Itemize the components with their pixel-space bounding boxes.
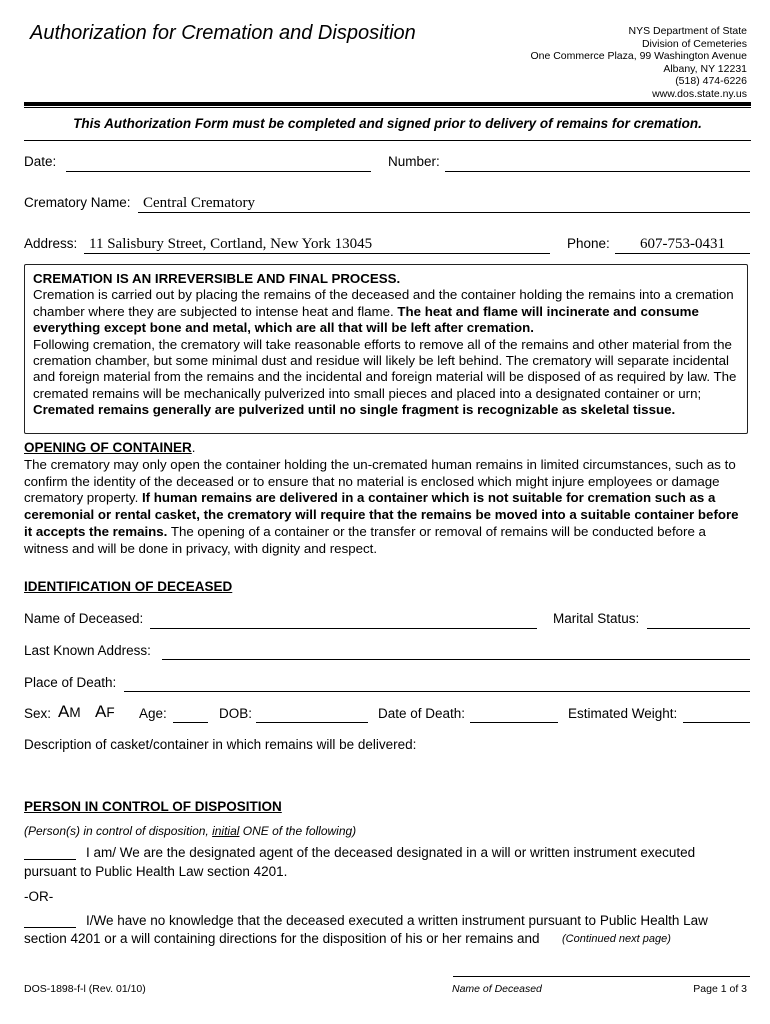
option1-initial-field[interactable] [24, 859, 76, 860]
disposition-sub-initial: initial [212, 824, 240, 838]
cremation-text-1-bold: The heat and flame will incinerate and consume everything except bone and metal, which are all that will be left after cremation. [33, 303, 699, 336]
deceased-name-label: Name of Deceased: [24, 611, 144, 626]
identification-heading: IDENTIFICATION OF DECEASED [24, 579, 233, 594]
marital-status-label: Marital Status: [553, 611, 640, 626]
age-label: Age: [139, 706, 167, 721]
number-field[interactable] [445, 171, 750, 172]
cremation-text-2: Following cremation, the crematory will take reasonable efforts to remove all of the remains and other material from the cremation chamber, but some minimal dust and residue will likely be left behind. The crematory will separate incidental and foreign material from the remains and the incidental and foreign material will be disposed of as required by law. The cremated remains will be mechanically pulverized into small pieces and placed into a designated container or urn; [33, 336, 737, 401]
opening-text-3: The opening of a container or the transfer or removal of remains will be conducted before a witness and will be done in privacy, with dignity and respect. [24, 523, 706, 556]
option2-text-line1: I/We have no knowledge that the deceased executed a written instrument pursuant to Public Health Law [86, 913, 708, 928]
sex-male-marker: A [58, 702, 70, 721]
header-divider-thick [24, 102, 751, 106]
last-address-field[interactable] [162, 659, 750, 660]
cremation-heading: CREMATION IS AN IRREVERSIBLE AND FINAL PROCESS. [33, 271, 401, 286]
sex-male-text: M [69, 705, 81, 720]
sex-female-marker: A [95, 702, 107, 721]
form-id: DOS-1898-f-l (Rev. 01/10) [24, 983, 146, 995]
agency-website: www.dos.state.ny.us [652, 87, 747, 100]
place-of-death-field[interactable] [124, 691, 750, 692]
page-number: Page 1 of 3 [693, 983, 747, 995]
option1-text-line1: I am/ We are the designated agent of the deceased designated in a will or written instrument executed [86, 845, 696, 860]
opening-section [24, 440, 749, 558]
deceased-name-field[interactable] [150, 628, 537, 629]
notice-text: This Authorization Form must be completed and signed prior to delivery of remains for cremation. [73, 116, 702, 131]
marital-status-field[interactable] [647, 628, 750, 629]
casket-description-label: Description of casket/container in which remains will be delivered: [24, 737, 417, 752]
address-label: Address: [24, 236, 78, 251]
phone-value[interactable]: 607-753-0431 [640, 236, 725, 252]
form-title: Authorization for Cremation and Disposition [30, 22, 416, 44]
dob-field[interactable] [256, 722, 368, 723]
estimated-weight-field[interactable] [683, 722, 750, 723]
crematory-name-field[interactable] [138, 212, 750, 213]
header-divider-thin [24, 107, 751, 108]
disposition-sub-post: ONE of the following) [239, 824, 357, 838]
date-label: Date: [24, 154, 57, 169]
cremation-text-2-bold: Cremated remains generally are pulverized until no single fragment is recognizable as skeletal tissue. [33, 402, 676, 418]
sex-female-text: F [106, 705, 115, 720]
crematory-name-value[interactable]: Central Crematory [143, 195, 256, 211]
estimated-weight-label: Estimated Weight: [568, 706, 678, 721]
continued-note: (Continued next page) [562, 933, 671, 945]
phone-field[interactable] [615, 253, 750, 254]
date-of-death-field[interactable] [470, 722, 558, 723]
age-field[interactable] [173, 722, 208, 723]
opening-heading: OPENING OF CONTAINER [24, 440, 192, 455]
address-value[interactable]: 11 Salisbury Street, Cortland, New York 13045 [89, 236, 373, 252]
footer-deceased-name-field[interactable] [453, 976, 750, 977]
notice-divider [24, 140, 751, 141]
place-of-death-label: Place of Death: [24, 675, 117, 690]
cremation-text-1: Cremation is carried out by placing the remains of the deceased and the container holding the remains into a cremation chamber where they are subjected to intense heat and flame. [33, 287, 734, 319]
opening-heading-suffix: . [191, 440, 196, 455]
opening-text-1: The crematory may only open the container holding the un-cremated human remains in limited circumstances, such as to confirm the identity of the deceased or to ensure that no material is enclosed which might injure employees or damage crematory property. [24, 456, 736, 506]
opening-body [24, 457, 749, 558]
address-field[interactable] [84, 253, 550, 254]
option1-text-line2: pursuant to Public Health Law section 4201. [24, 864, 288, 879]
agency-address-block [530, 25, 747, 100]
option2-initial-field[interactable] [24, 927, 76, 928]
date-field[interactable] [66, 171, 371, 172]
disposition-heading: PERSON IN CONTROL OF DISPOSITION [24, 799, 282, 814]
last-address-label: Last Known Address: [24, 643, 151, 658]
disposition-subheading [24, 824, 356, 838]
agency-division: Division of Cemeteries [641, 37, 747, 50]
crematory-name-label: Crematory Name: [24, 195, 131, 210]
agency-street: One Commerce Plaza, 99 Washington Avenue [530, 50, 747, 62]
agency-name: NYS Department of State [628, 25, 747, 37]
sex-label: Sex: [24, 706, 52, 721]
agency-city: Albany, NY 12231 [663, 62, 747, 75]
phone-label: Phone: [567, 236, 610, 251]
disposition-sub-pre: (Person(s) in control of disposition, [24, 824, 213, 838]
agency-phone: (518) 474-6226 [675, 75, 747, 87]
footer-name-caption: Name of Deceased [452, 983, 542, 995]
sex-female-option[interactable] [95, 702, 115, 722]
sex-male-option[interactable] [58, 702, 81, 722]
dob-label: DOB: [219, 706, 253, 721]
or-separator: -OR- [24, 889, 54, 904]
number-label: Number: [388, 154, 440, 169]
date-of-death-label: Date of Death: [378, 706, 466, 721]
opening-text-bold: If human remains are delivered in a container which is not suitable for cremation such as a ceremonial or rental casket, the crematory will require that the remains be moved into a suitable container before it accepts the remains. [24, 490, 739, 539]
option2-text-line2: section 4201 or a will containing directions for the disposition of his or her remains and [24, 931, 540, 946]
cremation-warning-box [24, 264, 748, 434]
